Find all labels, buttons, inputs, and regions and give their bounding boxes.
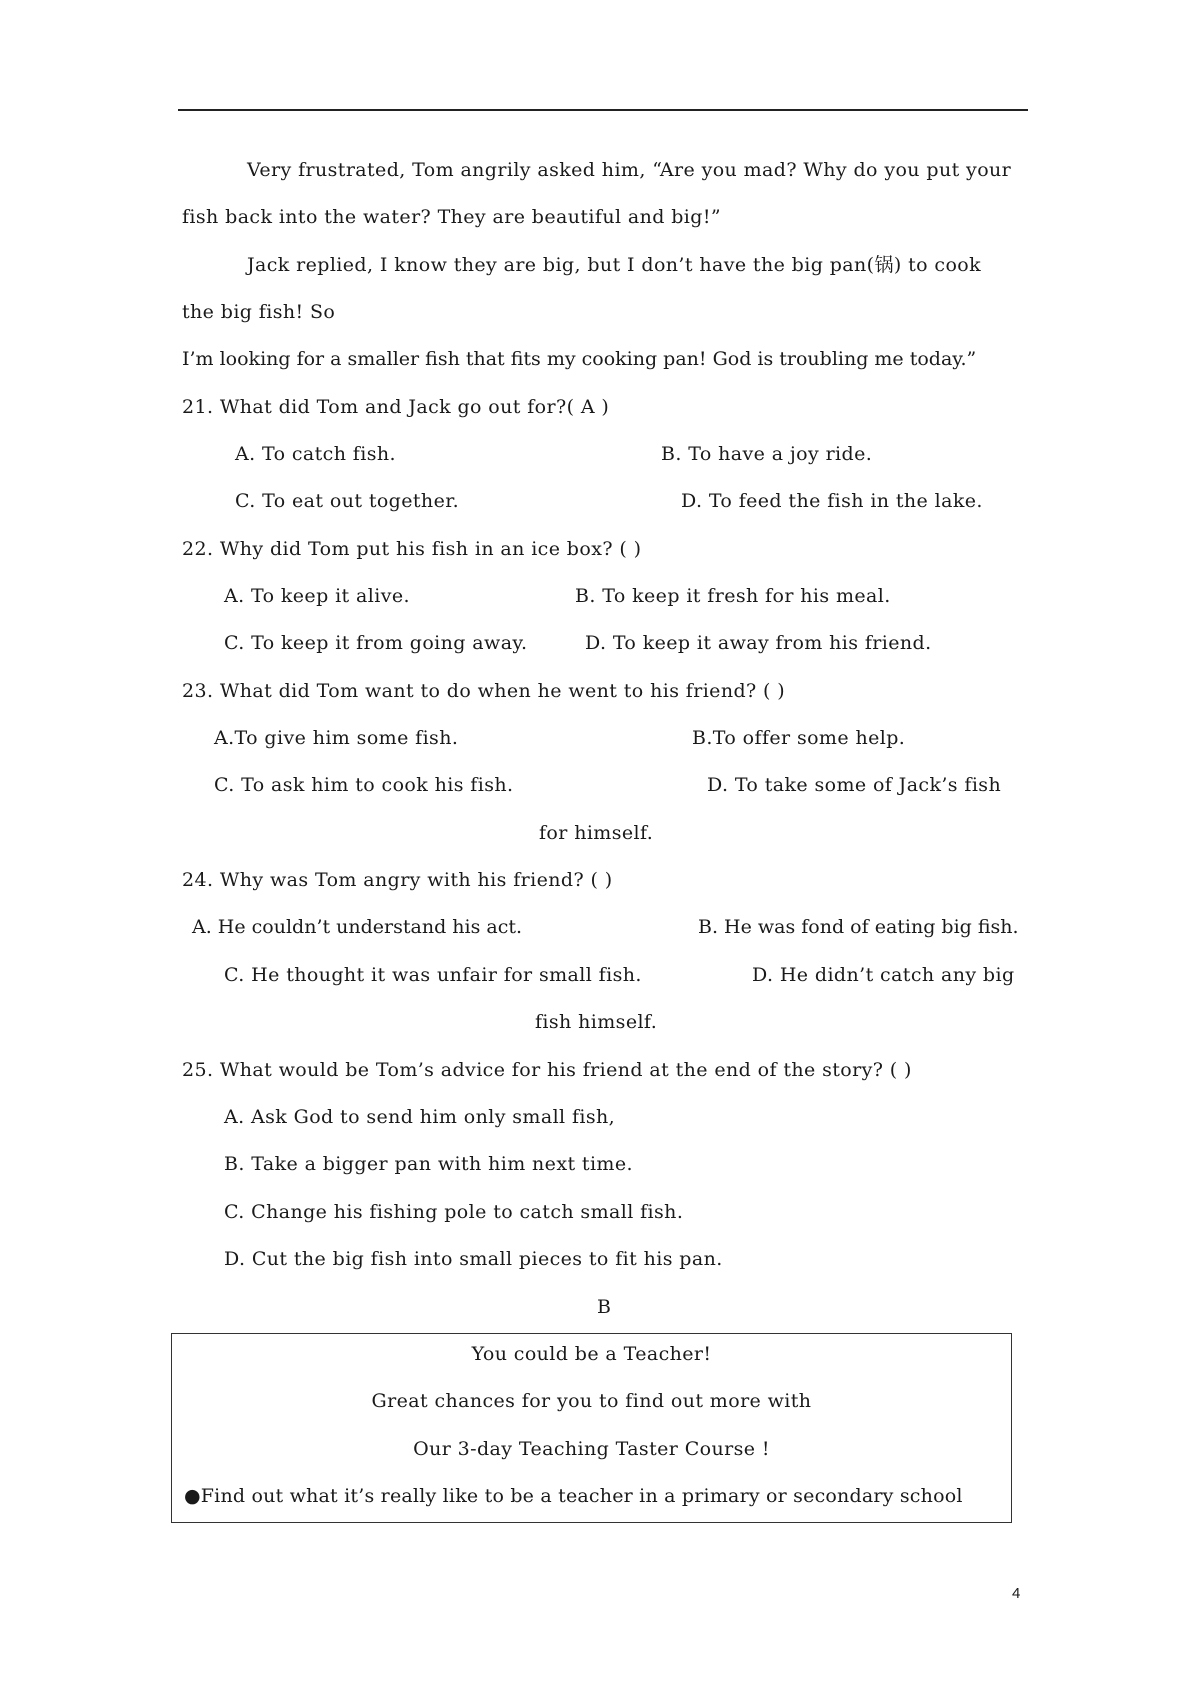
option: D. He didn’t catch any big	[752, 964, 1015, 986]
question-stem: 23. What did Tom want to do when he went to his friend? ( )	[182, 680, 786, 702]
option: A. To keep it alive.	[224, 585, 410, 607]
option: B. Take a bigger pan with him next time.	[224, 1153, 633, 1175]
option: D. To take some of Jack’s fish	[707, 774, 1002, 796]
passage-line: fish back into the water? They are beautiful and big!”	[182, 206, 721, 228]
option-continuation: for himself.	[539, 822, 654, 844]
option: C. Change his fishing pole to catch small fish.	[224, 1201, 684, 1223]
page-number: 4	[1012, 1585, 1021, 1602]
option: B. To have a joy ride.	[661, 443, 873, 465]
option: C. To ask him to cook his fish.	[214, 774, 514, 796]
passage-line: Jack replied, I know they are big, but I don’t have the big pan(锅) to cook	[247, 254, 982, 276]
advert-line: Our 3-day Teaching Taster Course !	[413, 1438, 770, 1460]
advert-line: Great chances for you to find out more with	[371, 1390, 812, 1412]
question-stem: 22. Why did Tom put his fish in an ice box? ( )	[182, 538, 642, 560]
option: B. To keep it fresh for his meal.	[575, 585, 891, 607]
option: A. Ask God to send him only small fish,	[224, 1106, 616, 1128]
section-label: B	[597, 1296, 612, 1318]
option: D. To feed the fish in the lake.	[681, 490, 983, 512]
option-continuation: fish himself.	[535, 1011, 658, 1033]
question-stem: 25. What would be Tom’s advice for his friend at the end of the story? ( )	[182, 1059, 912, 1081]
option: A. To catch fish.	[235, 443, 396, 465]
option: D. To keep it away from his friend.	[585, 632, 932, 654]
option: C. To keep it from going away.	[224, 632, 528, 654]
option: B. He was fond of eating big fish.	[698, 916, 1019, 938]
option: D. Cut the big fish into small pieces to fit his pan.	[224, 1248, 723, 1270]
option: C. To eat out together.	[235, 490, 460, 512]
option: A.To give him some fish.	[214, 727, 459, 749]
passage-line: Very frustrated, Tom angrily asked him, “Are you mad? Why do you put your	[247, 159, 1012, 181]
question-stem: 24. Why was Tom angry with his friend? ( )	[182, 869, 613, 891]
advert-bullet: ●Find out what it’s really like to be a teacher in a primary or secondary school	[184, 1485, 963, 1507]
advert-title: You could be a Teacher!	[471, 1343, 712, 1365]
option: C. He thought it was unfair for small fish.	[224, 964, 642, 986]
option: B.To offer some help.	[692, 727, 906, 749]
passage-line: I’m looking for a smaller fish that fits my cooking pan! God is troubling me today.”	[182, 348, 977, 370]
passage-line: the big fish! So	[182, 301, 336, 323]
question-stem: 21. What did Tom and Jack go out for?( A )	[182, 396, 610, 418]
header-rule	[178, 109, 1028, 111]
option: A. He couldn’t understand his act.	[192, 916, 523, 938]
